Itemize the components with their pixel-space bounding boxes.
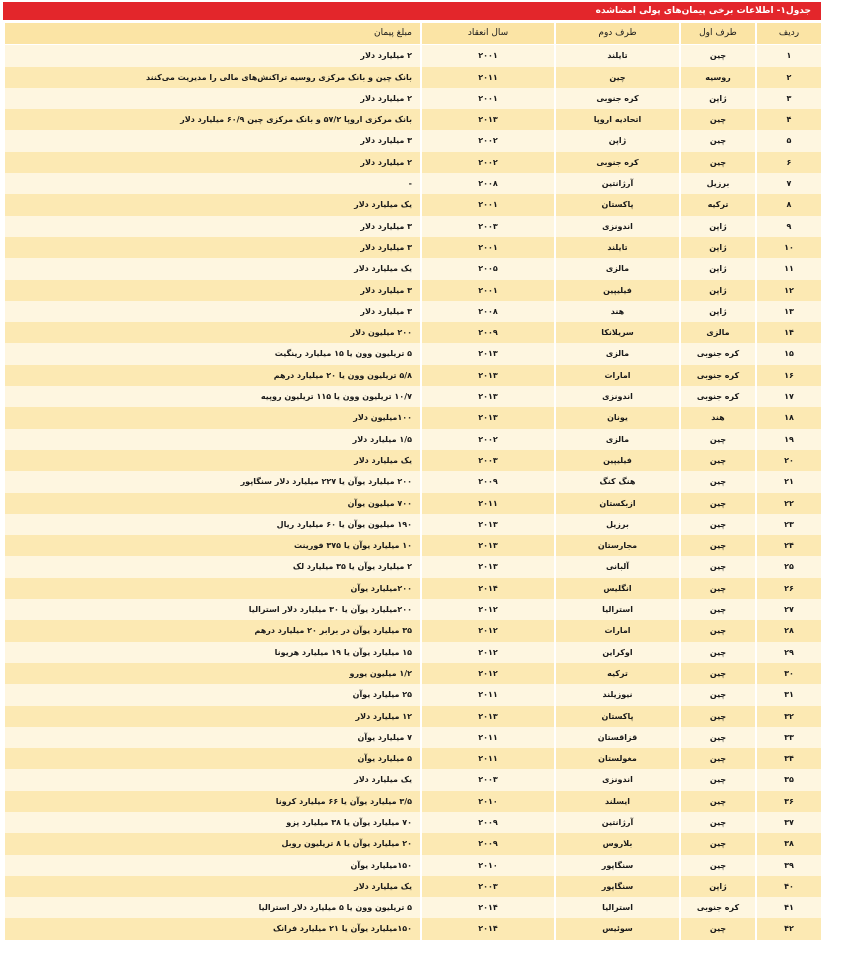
party1-cell: چین [681,663,755,684]
party2-cell: مالزی [556,429,679,450]
amount-cell: ۵ تریلیون وون یا ۵ میلیارد دلار استرالیا [5,897,420,918]
row-number-cell: ۳ [757,88,821,109]
year-cell: ۲۰۱۳ [422,109,554,130]
party1-cell: چین [681,493,755,514]
party2-cell: هند [556,301,679,322]
row-number-cell: ۲۵ [757,556,821,577]
party1-cell: چین [681,45,755,66]
party1-cell: چین [681,152,755,173]
party2-cell: اندونزی [556,769,679,790]
amount-cell: - [5,173,420,194]
table-row [5,493,821,514]
amount-cell: ۱۰/۷ تریلیون وون یا ۱۱۵ تریلیون روپیه [5,386,420,407]
amount-cell: ۲۰۰ میلیون دلار [5,322,420,343]
party1-cell: چین [681,514,755,535]
year-cell: ۲۰۱۱ [422,493,554,514]
year-cell: ۲۰۰۲ [422,130,554,151]
party1-cell: ژاپن [681,301,755,322]
party1-cell: چین [681,791,755,812]
year-cell: ۲۰۱۲ [422,599,554,620]
party1-cell: مالزی [681,322,755,343]
party2-cell: استرالیا [556,897,679,918]
row-number-cell: ۲ [757,67,821,88]
party1-cell: چین [681,535,755,556]
amount-cell: ۷۰ میلیارد یوآن یا ۳۸ میلیارد پزو [5,812,420,833]
party1-cell: چین [681,812,755,833]
party2-cell: یونان [556,407,679,428]
table-row [5,45,821,66]
party1-cell: کره جنوبی [681,386,755,407]
year-cell: ۲۰۱۳ [422,556,554,577]
row-number-cell: ۱۹ [757,429,821,450]
amount-cell: ۲ میلیارد یوآن یا ۳۵ میلیارد لک [5,556,420,577]
row-number-cell: ۱۸ [757,407,821,428]
year-cell: ۲۰۱۲ [422,642,554,663]
table-row [5,450,821,471]
party2-cell: آرژانتین [556,812,679,833]
amount-cell: یک میلیارد دلار [5,769,420,790]
amount-cell: ۳۵ میلیارد یوآن در برابر ۲۰ میلیارد درهم [5,620,420,641]
table-row [5,173,821,194]
party2-cell: قزاقستان [556,727,679,748]
table-row [5,897,821,918]
table-row [5,684,821,705]
year-cell: ۲۰۰۱ [422,237,554,258]
year-cell: ۲۰۱۴ [422,897,554,918]
amount-cell: ۲۰۰میلیارد یوآن یا ۳۰ میلیارد دلار استرالیا [5,599,420,620]
party2-cell: فیلیپین [556,280,679,301]
row-number-cell: ۹ [757,216,821,237]
amount-cell: ۵ تریلیون وون یا ۱۵ میلیارد رینگیت [5,343,420,364]
amount-cell: ۲۰۰ میلیارد یوآن یا ۲۲۷ میلیارد دلار سنگاپور [5,471,420,492]
year-cell: ۲۰۰۱ [422,88,554,109]
year-cell: ۲۰۰۳ [422,216,554,237]
party1-cell: چین [681,620,755,641]
table-row [5,578,821,599]
amount-cell: ۱/۵ میلیارد دلار [5,429,420,450]
party1-cell: چین [681,748,755,769]
row-number-cell: ۴۲ [757,918,821,939]
party2-cell: مالزی [556,343,679,364]
table-row [5,769,821,790]
amount-cell: ۱۰ میلیارد یوآن یا ۳۷۵ فورینت [5,535,420,556]
year-cell: ۲۰۰۲ [422,152,554,173]
table-body [5,45,821,939]
amount-cell: یک میلیارد دلار [5,450,420,471]
amount-cell: ۲ میلیارد دلار [5,152,420,173]
amount-cell: ۱۲ میلیارد دلار [5,706,420,727]
amount-cell: ۵/۸ تریلیون وون یا ۲۰ میلیارد درهم [5,365,420,386]
party2-cell: سریلانکا [556,322,679,343]
party2-cell: سنگاپور [556,855,679,876]
table-row [5,918,821,939]
table-row [5,812,821,833]
year-cell: ۲۰۰۹ [422,833,554,854]
table-row [5,88,821,109]
row-number-cell: ۳۶ [757,791,821,812]
party1-cell: چین [681,599,755,620]
year-cell: ۲۰۱۰ [422,855,554,876]
party1-cell: چین [681,109,755,130]
party2-cell: پاکستان [556,706,679,727]
table-row [5,833,821,854]
table-row [5,109,821,130]
row-number-cell: ۳۴ [757,748,821,769]
amount-cell: ۳ میلیارد دلار [5,280,420,301]
party2-cell: تایلند [556,45,679,66]
row-number-cell: ۳۸ [757,833,821,854]
table-row [5,663,821,684]
row-number-cell: ۶ [757,152,821,173]
row-number-cell: ۲۱ [757,471,821,492]
year-cell: ۲۰۰۱ [422,280,554,301]
party2-cell: پاکستان [556,194,679,215]
party2-cell: استرالیا [556,599,679,620]
party2-cell: نیوزیلند [556,684,679,705]
amount-cell: ۳ میلیارد دلار [5,216,420,237]
table-row [5,237,821,258]
year-cell: ۲۰۰۸ [422,301,554,322]
year-cell: ۲۰۰۵ [422,258,554,279]
year-cell: ۲۰۰۳ [422,450,554,471]
year-cell: ۲۰۰۳ [422,876,554,897]
party2-cell: اندونزی [556,216,679,237]
row-number-cell: ۴۰ [757,876,821,897]
row-number-cell: ۲۳ [757,514,821,535]
table-row [5,386,821,407]
amount-cell: ۳ میلیارد دلار [5,130,420,151]
table-row [5,67,821,88]
year-cell: ۲۰۰۸ [422,173,554,194]
party2-cell: بلاروس [556,833,679,854]
amount-cell: ۵ میلیارد یوآن [5,748,420,769]
row-number-cell: ۲۹ [757,642,821,663]
table-row [5,152,821,173]
row-number-cell: ۷ [757,173,821,194]
party2-cell: چین [556,67,679,88]
table-row [5,258,821,279]
row-number-cell: ۳۱ [757,684,821,705]
party2-cell: اوکراین [556,642,679,663]
party1-cell: چین [681,130,755,151]
party1-cell: چین [681,855,755,876]
party1-cell: کره جنوبی [681,365,755,386]
amount-cell: ۷ میلیارد یوآن [5,727,420,748]
row-number-cell: ۳۹ [757,855,821,876]
row-number-cell: ۸ [757,194,821,215]
amount-cell: ۲۰ میلیارد یوآن یا ۸ تریلیون روبل [5,833,420,854]
table-row [5,429,821,450]
party1-cell: چین [681,684,755,705]
party2-cell: مجارستان [556,535,679,556]
amount-cell: بانک چین و بانک مرکزی روسیه تراکنش‌های مالی را مدیریت می‌کنند [5,67,420,88]
amount-cell: یک میلیارد دلار [5,194,420,215]
year-cell: ۲۰۱۰ [422,791,554,812]
row-number-cell: ۲۶ [757,578,821,599]
row-number-cell: ۵ [757,130,821,151]
table-row [5,130,821,151]
table-row [5,706,821,727]
party1-cell: ژاپن [681,237,755,258]
party1-cell: ژاپن [681,88,755,109]
row-number-cell: ۱۷ [757,386,821,407]
row-number-cell: ۴ [757,109,821,130]
party2-cell: برزیل [556,514,679,535]
year-cell: ۲۰۱۱ [422,727,554,748]
table-row [5,216,821,237]
year-cell: ۲۰۰۳ [422,769,554,790]
swap-agreements-table [3,23,823,940]
amount-cell: ۷۰۰ میلیون یوآن [5,493,420,514]
amount-cell: ۱۵ میلیارد یوآن یا ۱۹ میلیارد هریونا [5,642,420,663]
year-cell: ۲۰۱۳ [422,386,554,407]
party2-cell: مالزی [556,258,679,279]
year-cell: ۲۰۱۳ [422,343,554,364]
row-number-cell: ۱۴ [757,322,821,343]
party1-cell: کره جنوبی [681,897,755,918]
amount-cell: ۱۵۰میلیارد یوآن یا ۲۱ میلیارد فرانک [5,918,420,939]
row-number-cell: ۲۰ [757,450,821,471]
row-number-cell: ۲۲ [757,493,821,514]
table-row [5,535,821,556]
table-row [5,556,821,577]
party1-cell: چین [681,450,755,471]
table-row [5,748,821,769]
party2-cell: سنگاپور [556,876,679,897]
party1-cell: ژاپن [681,280,755,301]
year-cell: ۲۰۰۲ [422,429,554,450]
amount-cell: ۳ میلیارد دلار [5,301,420,322]
party1-cell: ژاپن [681,216,755,237]
row-number-cell: ۳۲ [757,706,821,727]
amount-cell: ۳ میلیارد دلار [5,237,420,258]
party1-cell: چین [681,642,755,663]
party1-cell: چین [681,918,755,939]
row-number-cell: ۱۵ [757,343,821,364]
party2-cell: ازبکستان [556,493,679,514]
party2-cell: امارات [556,365,679,386]
table-row [5,365,821,386]
row-number-cell: ۴۱ [757,897,821,918]
party2-cell: امارات [556,620,679,641]
table-row [5,791,821,812]
year-cell: ۲۰۱۱ [422,67,554,88]
header-amount: مبلغ پیمان [5,23,420,45]
party1-cell: چین [681,833,755,854]
party2-cell: مغولستان [556,748,679,769]
year-cell: ۲۰۰۹ [422,322,554,343]
year-cell: ۲۰۰۹ [422,471,554,492]
table-header-row [5,23,821,45]
row-number-cell: ۱۰ [757,237,821,258]
amount-cell: یک میلیارد دلار [5,258,420,279]
party1-cell: چین [681,471,755,492]
header-party1: طرف اول [681,23,755,45]
party1-cell: ترکیه [681,194,755,215]
table-row [5,343,821,364]
party2-cell: هنگ کنگ [556,471,679,492]
row-number-cell: ۱۶ [757,365,821,386]
party1-cell: روسیه [681,67,755,88]
party2-cell: ژاپن [556,130,679,151]
amount-cell: ۲۵ میلیارد یوآن [5,684,420,705]
party1-cell: چین [681,769,755,790]
party1-cell: چین [681,578,755,599]
year-cell: ۲۰۱۳ [422,535,554,556]
amount-cell: ۲ میلیارد دلار [5,45,420,66]
table-row [5,599,821,620]
row-number-cell: ۳۷ [757,812,821,833]
year-cell: ۲۰۱۲ [422,663,554,684]
amount-cell: یک میلیارد دلار [5,876,420,897]
party2-cell: ایسلند [556,791,679,812]
party1-cell: هند [681,407,755,428]
table-row [5,620,821,641]
year-cell: ۲۰۰۹ [422,812,554,833]
table-row [5,407,821,428]
year-cell: ۲۰۱۱ [422,684,554,705]
amount-cell: ۱۵۰میلیارد یوآن [5,855,420,876]
table-row [5,727,821,748]
year-cell: ۲۰۱۳ [422,514,554,535]
year-cell: ۲۰۱۱ [422,748,554,769]
party2-cell: اندونزی [556,386,679,407]
party1-cell: چین [681,429,755,450]
header-party2: طرف دوم [556,23,679,45]
header-row-number: ردیف [757,23,821,45]
year-cell: ۲۰۱۲ [422,620,554,641]
row-number-cell: ۳۰ [757,663,821,684]
party1-cell: برزیل [681,173,755,194]
party1-cell: چین [681,706,755,727]
party2-cell: فیلیپین [556,450,679,471]
party1-cell: چین [681,727,755,748]
row-number-cell: ۱ [757,45,821,66]
party2-cell: تایلند [556,237,679,258]
row-number-cell: ۳۵ [757,769,821,790]
table-row [5,322,821,343]
year-cell: ۲۰۱۳ [422,706,554,727]
year-cell: ۲۰۱۳ [422,365,554,386]
row-number-cell: ۲۷ [757,599,821,620]
row-number-cell: ۲۴ [757,535,821,556]
row-number-cell: ۱۳ [757,301,821,322]
party2-cell: کره جنوبی [556,152,679,173]
row-number-cell: ۳۳ [757,727,821,748]
table-row [5,876,821,897]
year-cell: ۲۰۰۱ [422,194,554,215]
party2-cell: آلبانی [556,556,679,577]
party2-cell: سوئیس [556,918,679,939]
party2-cell: ترکیه [556,663,679,684]
table-row [5,301,821,322]
row-number-cell: ۱۱ [757,258,821,279]
amount-cell: ۳/۵ میلیارد یوآن یا ۶۶ میلیارد کرونا [5,791,420,812]
amount-cell: ۱۹۰ میلیون یوآن یا ۶۰ میلیارد ریال [5,514,420,535]
table-row [5,855,821,876]
table-row [5,194,821,215]
party1-cell: ژاپن [681,876,755,897]
table-row [5,642,821,663]
year-cell: ۲۰۱۴ [422,918,554,939]
header-year: سال انعقاد [422,23,554,45]
amount-cell: ۲ میلیارد دلار [5,88,420,109]
row-number-cell: ۲۸ [757,620,821,641]
party2-cell: انگلیس [556,578,679,599]
row-number-cell: ۱۲ [757,280,821,301]
amount-cell: بانک مرکزی اروپا ۵۷/۲ و بانک مرکزی چین ۶۰/۹ میلیارد دلار [5,109,420,130]
party1-cell: چین [681,556,755,577]
party1-cell: کره جنوبی [681,343,755,364]
party2-cell: اتحادیه اروپا [556,109,679,130]
amount-cell: ۲۰۰میلیارد یوآن [5,578,420,599]
party2-cell: آرژانتین [556,173,679,194]
table-row [5,280,821,301]
table-row [5,514,821,535]
amount-cell: ۱۰۰میلیون دلار [5,407,420,428]
table-title: جدول۱- اطلاعات برخی پیمان‌های پولی امضاشده [3,2,821,20]
year-cell: ۲۰۰۱ [422,45,554,66]
party1-cell: ژاپن [681,258,755,279]
party2-cell: کره جنوبی [556,88,679,109]
amount-cell: ۱/۲ میلیون یورو [5,663,420,684]
table-row [5,471,821,492]
year-cell: ۲۰۱۳ [422,407,554,428]
year-cell: ۲۰۱۴ [422,578,554,599]
